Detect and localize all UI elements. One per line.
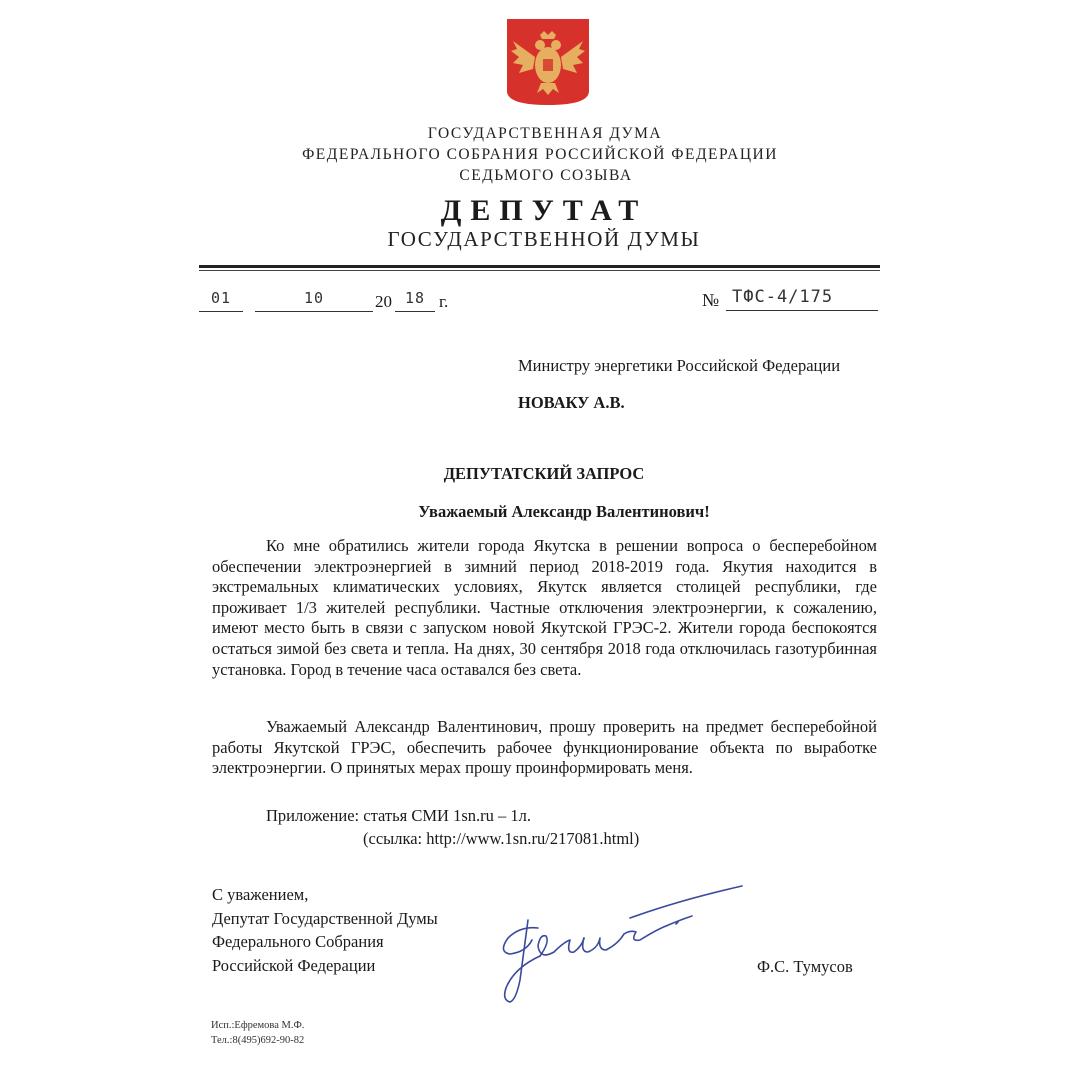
signer-role-line1: Депутат Государственной Думы <box>212 908 438 928</box>
attachment-link: (ссылка: http://www.1sn.ru/217081.html) <box>363 829 640 848</box>
org-name-line3: СЕДЬМОГО СОЗЫВА <box>459 167 633 184</box>
document-number: ТФС-4/175 <box>732 287 834 307</box>
attachment-line: Приложение: статья СМИ 1sn.ru – 1л. <box>266 806 531 825</box>
date-month: 10 <box>303 289 325 307</box>
number-label: № <box>702 290 720 310</box>
letterhead-subtitle: ГОСУДАРСТВЕННОЙ ДУМЫ <box>387 227 701 251</box>
header-divider-thick <box>199 265 880 268</box>
closing-text: С уважением, <box>212 885 309 904</box>
body-paragraph-2: Уважаемый Александр Валентинович, прошу проверить на предмет бесперебойной работы Якутской ГРЭС, обеспечить рабочее функционирование объекта по выработке электроэнергии. О принятых мерах прошу проинформировать меня. <box>212 717 877 778</box>
org-name-line1: ГОСУДАРСТВЕННАЯ ДУМА <box>427 125 663 142</box>
signer-role-line3: Российской Федерации <box>212 955 376 975</box>
handwritten-signature <box>480 880 750 1010</box>
footer-contact <box>211 1018 304 1048</box>
coat-of-arms-emblem <box>507 19 589 105</box>
date-year-suffix: 18 <box>404 289 426 307</box>
date-year-unit: г. <box>439 292 449 311</box>
date-day: 01 <box>210 289 232 307</box>
addressee-position: Министру энергетики Российской Федерации <box>518 356 841 375</box>
addressee-name: НОВАКУ А.В. <box>518 393 625 412</box>
executor-name: Исп.:Ефремова М.Ф. <box>211 1020 305 1031</box>
date-year-prefix: 20 <box>375 292 392 311</box>
number-blank <box>726 286 878 311</box>
date-month-blank <box>255 288 373 312</box>
signer-role-line2: Федерального Собрания <box>212 932 384 952</box>
signature-block <box>212 883 438 977</box>
greeting: Уважаемый Александр Валентинович! <box>418 502 710 521</box>
header-divider-thin <box>199 270 880 271</box>
executor-phone: Тел.:8(495)692-90-82 <box>211 1035 305 1046</box>
request-title: ДЕПУТАТСКИЙ ЗАПРОС <box>443 464 645 483</box>
body-paragraph-1: Ко мне обратились жители города Якутска в решении вопроса о бесперебойном обеспечении электроэнергией в зимний период 2018-2019 года. Якутия находится в экстремальных климатических условиях, Якутск является столицей республики, где проживает 1/3 жителей республики. Частные отключения электроэнергии, к сожалению, имеют место быть в связи с запуском новой Якутской ГРЭС-2. Жители города беспокоятся остаться зимой без света и тепла. На днях, 30 сентября 2018 года отключилась газотурбинная установка. Город в течение часа оставался без света. <box>212 536 877 679</box>
date-day-blank <box>199 288 243 312</box>
letterhead-title: ДЕПУТАТ <box>440 194 648 227</box>
org-name-line2: ФЕДЕРАЛЬНОГО СОБРАНИЯ РОССИЙСКОЙ ФЕДЕРАЦИИ <box>302 146 778 163</box>
date-year-blank <box>395 288 435 312</box>
signer-name: Ф.С. Тумусов <box>757 957 853 976</box>
